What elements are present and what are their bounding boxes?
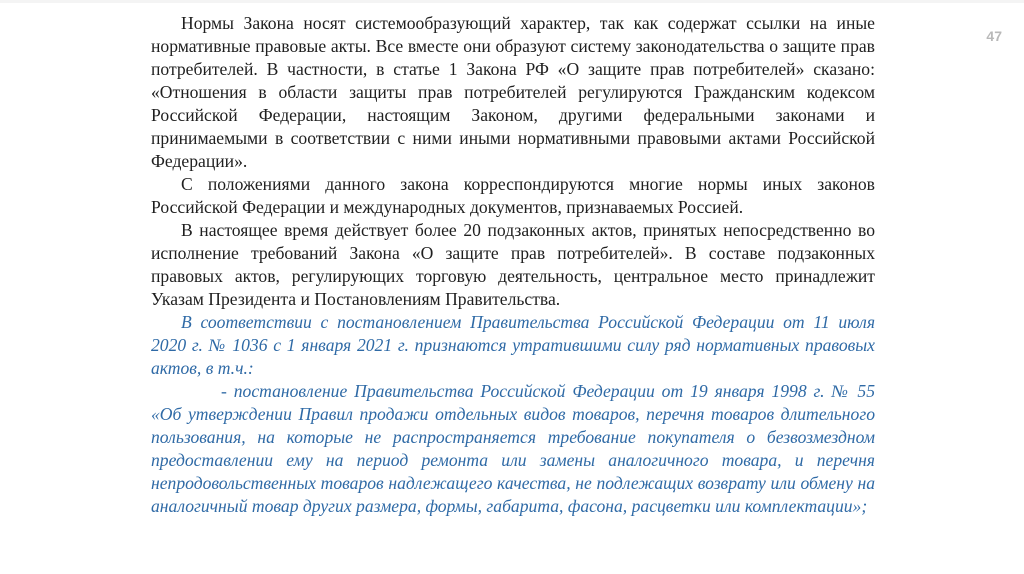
paragraph-correspondence: С положениями данного закона корреспондируются многие нормы иных законов Российской Федерации и международных документов, признаваемых Россией. — [151, 174, 875, 217]
slide-text-block — [151, 12, 875, 518]
paragraph-system-norms: Нормы Закона носят системообразующий характер, так как содержат ссылки на иные нормативные правовые акты. Все вместе они образуют систему законодательства о защите прав потребителей. В частности, в статье 1 Закона РФ «О защите прав потребителей» сказано: «Отношения в области защиты прав потребителей регулируются Гражданским кодексом Российской Федерации, настоящим Законом, другими федеральными законами и принимаемыми в соответствии с ними иными нормативными правовыми актами Российской Федерации». — [151, 13, 875, 171]
top-divider — [0, 0, 1024, 3]
page-number: 47 — [986, 28, 1002, 44]
paragraph-resolution-1036: В соответствии с постановлением Правительства Российской Федерации от 11 июля 2020 г. № 1036 с 1 января 2021 г. признаются утратившими силу ряд нормативных правовых актов, в т.ч.: — [151, 312, 875, 378]
paragraph-resolution-55: - постановление Правительства Российской Федерации от 19 января 1998 г. № 55 «Об утверждении Правил продажи отдельных видов товаров, перечня товаров длительного пользования, на которые не распространяется требование покупателя о безвозмездном предоставлении ему на период ремонта или замены аналогичного товара, и перечня непродовольственных товаров надлежащего качества, не подлежащих возврату или обмену на аналогичный товар других размера, формы, габарита, фасона, расцветки или комплектации»; — [151, 381, 875, 516]
paragraph-bylaws: В настоящее время действует более 20 подзаконных актов, принятых непосредственно во исполнение требований Закона «О защите прав потребителей». В составе подзаконных правовых актов, регулирующих торговую деятельность, центральное место принадлежит Указам Президента и Постановлениям Правительства. — [151, 220, 875, 309]
